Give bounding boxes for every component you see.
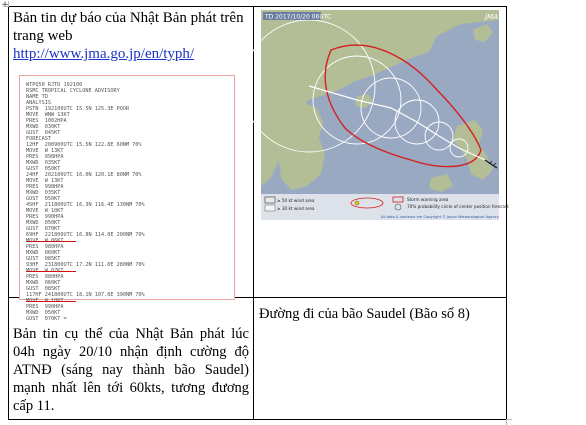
advisory-line: NAME TD [26,94,48,100]
advisory-line: MXWD 060KT [26,280,61,286]
advisory-line: MXWD 030KT [26,124,61,130]
advisory-line: 117HF 241800UTC 18.1N 107.0E 390NM 70% [26,292,145,298]
advisory-red-underline [26,241,76,242]
advisory-line: RSMC TROPICAL CYCLONE ADVISORY [26,88,120,94]
advisory-line: 93HF 231800UTC 17.2N 111.0E 280NM 70% [26,262,145,268]
advisory-line: MXWD 060KT [26,250,61,256]
advisory-line: MOVE WNW 13KT [26,112,70,118]
advisory-line: PRES 990HPA [26,304,64,310]
column-divider [253,7,254,419]
move-anchor-icon[interactable]: + [1,0,9,10]
advisory-line: PRES 998HPA [26,154,64,160]
advisory-line: PSTN 192100UTC 15.5N 125.3E POOR [26,106,130,112]
jma-logo: JMA [485,13,498,21]
advisory-line: MXWD 050KT [26,310,61,316]
intro-cell [13,9,249,63]
advisory-line: 24HF 202100UTC 16.0N 120.1E 80NM 70% [26,172,142,178]
advisory-line: 45HF 211800UTC 16.3N 116.4E 130NM 70% [26,202,145,208]
legend-50kt-swatch [265,197,275,203]
advisory-line: WTPQ50 RJTD 192100 [26,82,83,88]
advisory-line: GUST 050KT [26,166,61,172]
advisory-line: PRES 990HPA [26,214,64,220]
advisory-line: MOVE W 10KT [26,208,64,214]
advisory-red-underline [26,271,76,272]
description-text: Bản tin cụ thể của Nhật Bản phát lúc 04h ngày 20/10 nhận định cường độ ATNĐ (sáng nay thành bão Saudel) mạnh nhất lên tới 60kts, tương đương cấp 11. [13,326,249,414]
forecast-map-image [261,10,509,220]
advisory-line: MOVE W 13KT [26,178,64,184]
advisory-line: PRES 1002HPA [26,118,67,124]
advisory-line: FORECAST [26,136,51,142]
advisory-line: GUST 070KT [26,226,61,232]
advisory-line: 69HF 221800UTC 16.8N 114.0E 200NM 70% [26,232,145,238]
advisory-image [19,75,235,322]
advisory-red-underline [26,301,76,302]
forecast-map [261,10,509,220]
advisory-line: GUST 070KT = [26,316,67,322]
advisory-line: MXWD 035KT [26,190,61,196]
legend-storm-label: Storm warning area [407,197,449,202]
legend-50kt-label: ≥ 50 kt wind area [277,198,315,203]
advisory-line: PRES 980HPA [26,274,64,280]
advisory-line: ANALYSIS [26,100,51,106]
intro-text: Bản tin dự báo của Nhật Bản phát trên trang web [13,10,244,44]
advisory-line: GUST 085KT [26,256,61,262]
advisory-text [20,76,234,322]
advisory-line: MXWD 035KT [26,160,61,166]
map-header: TD 2017/10/20 06UTC [265,13,332,21]
advisory-line: MOVE W 13KT [26,148,64,154]
advisory-line: GUST 050KT [26,196,61,202]
map-footer: All data & contents are Copyright © Japan Meteorological Agency [381,215,499,219]
advisory-line: MXWD 050KT [26,220,61,226]
legend-center-sample [355,201,359,205]
advisory-line: 12HF 200900UTC 15.5N 122.8E 60NM 70% [26,142,142,148]
jma-link[interactable]: http://www.jma.go.jp/en/typh/ [13,46,195,62]
legend-30kt-swatch [265,205,275,211]
advisory-line: PRES 998HPA [26,184,64,190]
table-corner-mark [506,419,512,425]
table-corner-mark [1,0,9,10]
legend-30kt-label: ≥ 30 kt wind area [277,206,315,211]
map-caption: Đường đi của bão Saudel (Bão số 8) [259,306,470,322]
advisory-line: GUST 045KT [26,130,61,136]
advisory-line: PRES 980HPA [26,244,64,250]
content-table [8,6,507,420]
advisory-line: GUST 085KT [26,286,61,292]
legend-probability-label: 70% probability circle of center position forecast [407,204,509,209]
